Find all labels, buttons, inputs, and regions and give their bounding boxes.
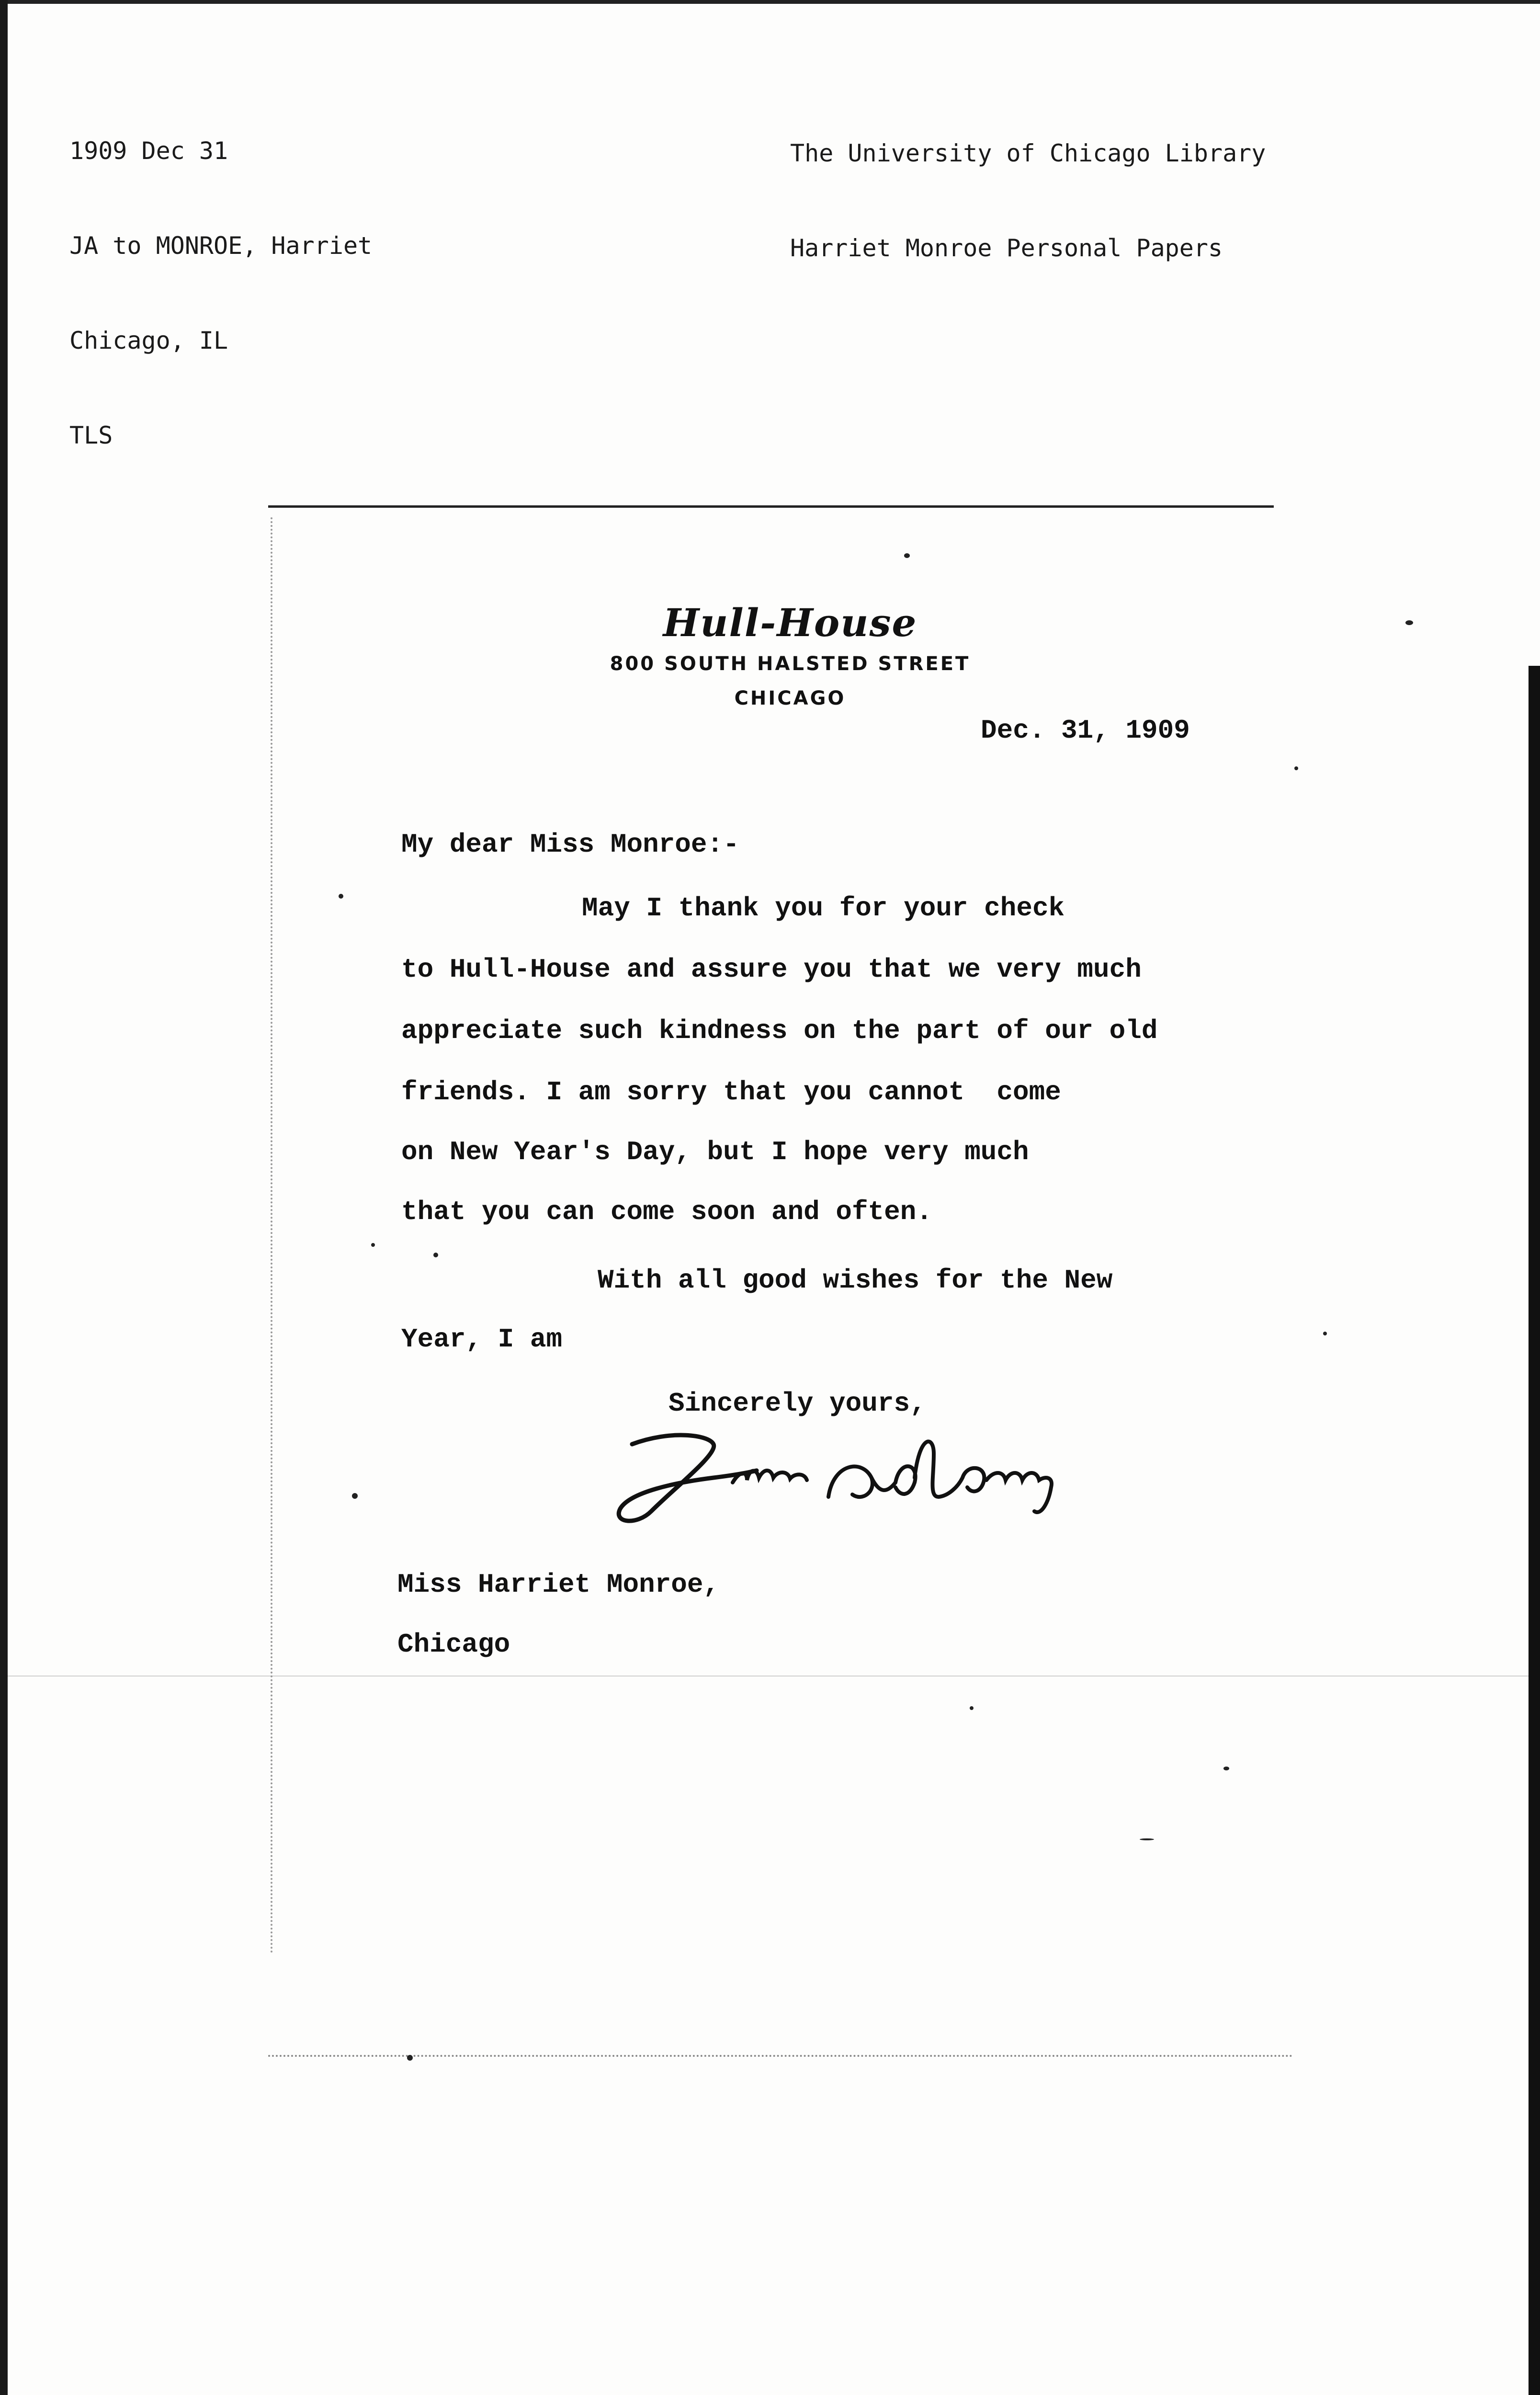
- complimentary-close: Sincerely yours,: [668, 1388, 926, 1419]
- body-line: that you can come soon and often.: [401, 1197, 932, 1227]
- body-line: on New Year's Day, but I hope very much: [401, 1137, 1029, 1167]
- scan-speck: [407, 2055, 413, 2061]
- archive-label-right: [790, 74, 1266, 327]
- archive-correspondents: JA to MONROE, Harriet: [69, 232, 373, 260]
- scan-speck: [371, 1243, 375, 1247]
- scan-speck: [1405, 620, 1413, 625]
- scan-speck: [970, 1706, 974, 1710]
- letter-bottom-edge: [268, 2055, 1293, 2057]
- archive-collection: Harriet Monroe Personal Papers: [790, 234, 1223, 262]
- scan-speck: [433, 1253, 438, 1257]
- scan-speck: [1323, 1332, 1327, 1335]
- body-line: to Hull-House and assure you that we very much: [401, 954, 1142, 985]
- scan-speck: [1294, 766, 1298, 770]
- scan-speck: [352, 1493, 358, 1499]
- handwritten-signature: [603, 1425, 1130, 1535]
- scan-border-top: [0, 0, 1540, 4]
- scan-speck: [1140, 1838, 1154, 1840]
- scan-speck: [1223, 1767, 1229, 1770]
- scan-border-left: [0, 0, 8, 2395]
- body-line: With all good wishes for the New: [598, 1265, 1113, 1296]
- archive-library: The University of Chicago Library: [790, 139, 1266, 167]
- recipient-city: Chicago: [397, 1629, 510, 1660]
- body-line: Year, I am: [401, 1324, 563, 1355]
- letterhead-street: 800 SOUTH HALSTED STREET: [610, 653, 971, 675]
- letterhead-name: Hull-House: [663, 600, 917, 645]
- body-line: May I thank you for your check: [582, 893, 1065, 924]
- archive-date: 1909 Dec 31: [69, 137, 228, 165]
- letter-date: Dec. 31, 1909: [981, 715, 1190, 746]
- body-line: friends. I am sorry that you cannot come: [401, 1077, 1061, 1107]
- letterhead-city: CHICAGO: [734, 687, 846, 709]
- archive-place: Chicago, IL: [69, 327, 228, 354]
- archive-type: TLS: [69, 422, 113, 449]
- body-line: appreciate such kindness on the part of our old: [401, 1015, 1158, 1046]
- archive-label-left: [69, 72, 372, 514]
- scan-border-right: [1529, 666, 1540, 2395]
- scan-speck: [339, 894, 343, 899]
- letter-top-edge: [268, 505, 1274, 508]
- letterhead: [527, 599, 1053, 716]
- salutation: My dear Miss Monroe:-: [401, 829, 739, 860]
- recipient-name: Miss Harriet Monroe,: [397, 1569, 720, 1600]
- margin-perforation: [271, 517, 272, 1954]
- scan-speck: [904, 553, 910, 558]
